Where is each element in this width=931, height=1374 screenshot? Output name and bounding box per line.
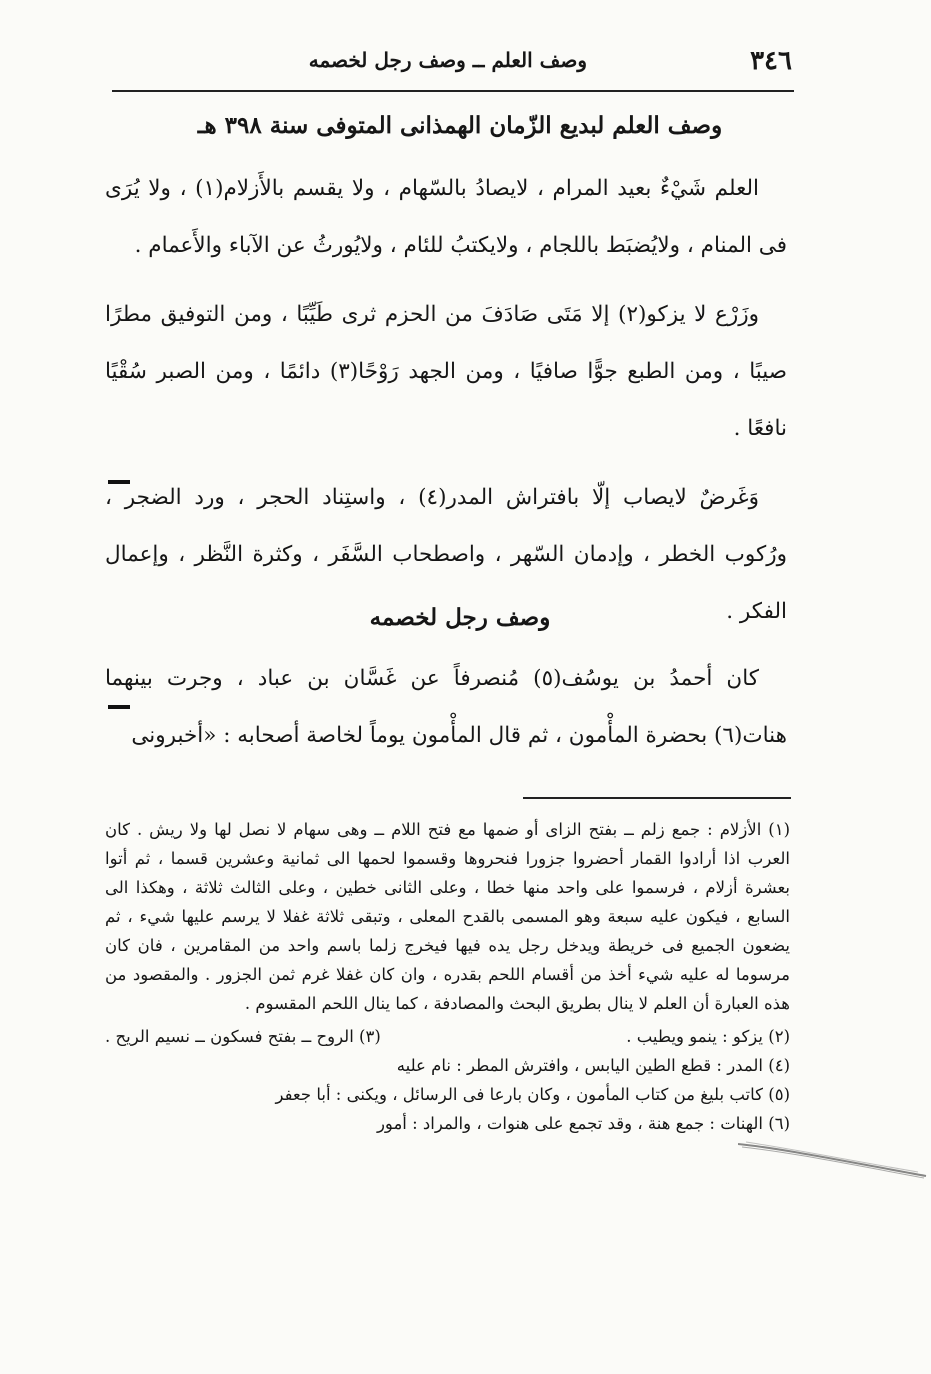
paragraph-2: وزَرْع لا يزكو(٢) إلا مَتَى صَادَفَ من الحزم ثرى طَيِّبًا ، ومن التوفيق مطرًا صيبًا ، ومن الطبع جوًّا صافيًا ، ومن الجهد رَوْحًا(٣) دائمًا ، ومن الصبر سُقْيًا نافعًا . — [105, 302, 787, 441]
footnote-3: (٣) الروح ــ بفتح فسكون ــ نسيم الريح . — [105, 1027, 381, 1046]
running-title: وصف العلم ــ وصف رجل لخصمه — [308, 48, 587, 72]
margin-mark — [108, 705, 130, 709]
footnote-5: (٥) كاتب بليغ من كتاب المأمون ، وكان بارعا فى الرسائل ، ويكنى : أبا جعفر — [275, 1085, 790, 1104]
pen-smudge-mark — [738, 1140, 928, 1180]
section-title-knowledge: وصف العلم لبديع الزّمان الهمذانى المتوفى سنة ٣٩٨ هـ — [197, 112, 723, 139]
footnote-6: (٦) الهنات : جمع هنة ، وقد تجمع على هنوات ، والمراد : أمور — [376, 1114, 790, 1133]
page-number: ٣٤٦ — [750, 46, 792, 76]
footnote-4: (٤) المدر : قطع الطين اليابس ، وافترش المطر : نام عليه — [396, 1056, 790, 1075]
paragraph-4: كان أحمدُ بن يوسُف(٥) مُنصرفاً عن غَسَّان بن عباد ، وجرت بينهما هنات(٦) بحضرة المأْمون ، ثم قال المأْمون يوماً لخاصة أصحابه : «أخبرونى — [105, 666, 787, 748]
footnote-2: (٢) يزكو : ينمو ويطيب . — [626, 1027, 790, 1046]
footnote-1: (١) الأزلام : جمع زلم ــ بفتح الزاى أو ضمها مع فتح اللام ــ وهى سهام لا نصل لها ولا ريش . كان العرب اذا أرادوا القمار أحضروا جزورا فنحروها وقسموا لحمها الى ثمانية وعشرين قسما ، ثم أتوا بعشرة أزلام ، فرسموا على واحد منها خطا ، وعلى الثانى خطين ، وعلى الثالث ثلاثة ، وهكذا الى السابع ، فيكون عليه سبعة وهو المسمى بالقدح المعلى ، وتبقى ثلاثة غفلا لا يرسم عليها شيء ، ثم يضعون الجميع فى خريطة ويدخل رجل يده فيها فيخرج زلما باسم واحد من المقامرين ، فان كان مرسوما له عليه شيء أخذ من أقسام اللحم بقدره ، وان كان غفلا غرم ثمن الجزور . والمقصود من هذه العبارة أن العلم لا ينال بطريق البحث والمصادفة ، كما ينال اللحم المقسوم . — [105, 820, 790, 1013]
section-body-opponent — [105, 650, 787, 764]
section-title-opponent: وصف رجل لخصمه — [369, 604, 551, 631]
paragraph-1: العلم شَيْءٌ بعيد المرام ، لايصادُ بالسّهام ، ولا يقسم بالأَزلام(١) ، ولا يُرَى فى المنام ، ولايُضبَط باللجام ، ولايكتبُ للئام ، ولايُورثُ عن الآباء والأَعمام . — [105, 176, 787, 258]
footnote-row — [105, 1022, 790, 1051]
footnote-divider — [523, 797, 791, 799]
margin-mark — [108, 480, 130, 484]
paragraph-3: وَغَرضٌ لايصاب إلّا بافتراش المدر(٤) ، واستِناد الحجر ، ورد الضجر ، ورُكوب الخطر ، وإدمان السّهر ، واصطحاب السَّفَر ، وكثرة النَّظر ، وإعمال الفكر . — [105, 485, 787, 624]
header-divider — [112, 90, 794, 92]
section-body-knowledge — [105, 160, 787, 640]
footnotes — [105, 815, 790, 1138]
page-header — [112, 38, 792, 86]
